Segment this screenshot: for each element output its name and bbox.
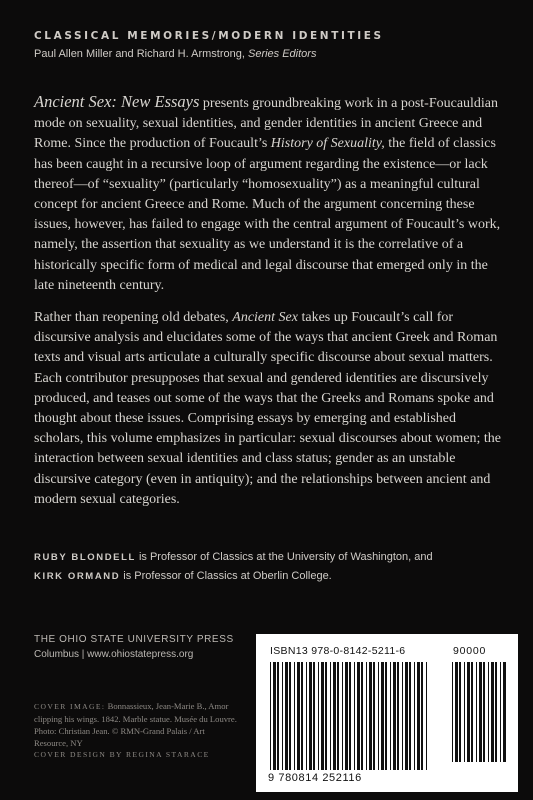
p1-text-b: the field of classics has been caught in a recursive loop of argument regarding the existence—or lack thereof—of “sexuality” (particularly “homosexuality”) as a meaningful cultural concept for ancient Greece and Rome. Much of the argument concerning these issues, however, has failed to engage with the central argument of Foucault’s work, namely, the assertion that sexuality as we understand it is the correlative of a historically specific form of medical and legal discourse that emerged only in the late nineteenth century. bbox=[34, 136, 501, 293]
description bbox=[34, 92, 508, 522]
barcode-bar bbox=[402, 662, 403, 770]
author-name-1: RUBY BLONDELL bbox=[34, 552, 136, 563]
barcode-bar bbox=[405, 662, 408, 770]
author-text-2: is Professor of Classics at Oberlin College. bbox=[120, 570, 332, 582]
barcode-bar bbox=[409, 662, 411, 770]
barcode-bar bbox=[369, 662, 372, 770]
cover-image-credit bbox=[34, 700, 239, 749]
cover-credits bbox=[34, 700, 239, 761]
barcode-bar bbox=[464, 662, 465, 762]
book-title: Ancient Sex: New Essays bbox=[34, 92, 200, 111]
barcode-bar bbox=[309, 662, 312, 770]
barcode-bar bbox=[357, 662, 360, 770]
barcode-bar bbox=[479, 662, 482, 762]
barcode-bar bbox=[495, 662, 497, 762]
publisher bbox=[34, 632, 284, 662]
ean-barcode bbox=[270, 662, 430, 774]
isbn-label: ISBN13 978-0-8142-5211-6 bbox=[270, 645, 406, 657]
barcode-bar bbox=[297, 662, 300, 770]
barcode-bar bbox=[378, 662, 379, 770]
barcode-digits: 9 780814 252116 bbox=[268, 772, 362, 784]
barcode-bar bbox=[345, 662, 348, 770]
barcode-bar bbox=[467, 662, 470, 762]
cover-design-credit: COVER DESIGN BY REGINA STARACE bbox=[34, 750, 210, 759]
barcode-bar bbox=[491, 662, 494, 762]
price-addon-barcode bbox=[452, 662, 508, 774]
barcode-bar bbox=[488, 662, 489, 762]
publisher-location: Columbus | www.ohiostatepress.org bbox=[34, 649, 194, 660]
price-code: 90000 bbox=[453, 645, 487, 657]
description-paragraph-2 bbox=[34, 308, 508, 510]
cover-image-text: Bonnassieux, Jean-Marie B., Amor clipping his wings. 1842. Marble statue. Musée du Louvre. Photo: Christian Jean. © RMN-Grand Palais / Art Resource, NY bbox=[34, 701, 237, 748]
barcode-bar bbox=[306, 662, 307, 770]
barcode-bar bbox=[385, 662, 387, 770]
barcode-bar bbox=[313, 662, 315, 770]
barcode-bar bbox=[277, 662, 279, 770]
p2-text-a: Rather than reopening old debates, bbox=[34, 310, 233, 326]
editors-role: Series Editors bbox=[247, 48, 317, 60]
p1-text-a: presents groundbreaking work in a post-Foucauldian mode on sexuality, sexual identities, and gender identities in ancient Greece and Rome. Since the production of Foucault’s bbox=[34, 96, 499, 152]
book-short-title: Ancient Sex bbox=[232, 310, 298, 326]
editors-names: Paul Allen Miller and Richard H. Armstrong, bbox=[34, 48, 248, 60]
author-bio-1 bbox=[34, 548, 514, 567]
barcode-bar bbox=[483, 662, 485, 762]
barcode-bar bbox=[421, 662, 423, 770]
barcode-bar bbox=[285, 662, 288, 770]
series-header bbox=[34, 30, 504, 60]
barcode-bar bbox=[270, 662, 271, 770]
barcode-bar bbox=[349, 662, 351, 770]
barcode-bar bbox=[361, 662, 363, 770]
barcode-bar bbox=[337, 662, 339, 770]
author-text-1: is Professor of Classics at the University of Washington, and bbox=[135, 551, 433, 563]
author-bio-2 bbox=[34, 567, 514, 586]
barcode-bar bbox=[330, 662, 331, 770]
publisher-name: THE OHIO STATE UNIVERSITY PRESS bbox=[34, 634, 234, 645]
barcode-bar bbox=[282, 662, 283, 770]
barcode-bar bbox=[289, 662, 291, 770]
barcode-bar bbox=[503, 662, 506, 762]
barcode-panel bbox=[256, 634, 518, 792]
barcode-bar bbox=[414, 662, 415, 770]
series-editors bbox=[34, 48, 504, 60]
barcode-bar bbox=[333, 662, 336, 770]
barcode-bar bbox=[301, 662, 303, 770]
barcode-bar bbox=[325, 662, 327, 770]
cover-image-label: COVER IMAGE: bbox=[34, 702, 106, 711]
barcode-bar bbox=[459, 662, 461, 762]
barcode-bar bbox=[366, 662, 367, 770]
author-bios bbox=[34, 548, 514, 586]
barcode-bar bbox=[354, 662, 355, 770]
barcode-bar bbox=[294, 662, 295, 770]
barcode-bar bbox=[273, 662, 276, 770]
barcode-bar bbox=[500, 662, 501, 762]
barcode-bar bbox=[373, 662, 375, 770]
barcode-bar bbox=[417, 662, 420, 770]
barcode-bar bbox=[393, 662, 396, 770]
author-name-2: KIRK ORMAND bbox=[34, 571, 121, 582]
barcode-bar bbox=[476, 662, 477, 762]
barcode-bar bbox=[318, 662, 319, 770]
barcode-bar bbox=[452, 662, 453, 762]
work-title: History of Sexuality, bbox=[270, 136, 385, 152]
barcode-bar bbox=[381, 662, 384, 770]
barcode-bar bbox=[426, 662, 427, 770]
description-paragraph-1 bbox=[34, 92, 508, 296]
barcode-bar bbox=[321, 662, 324, 770]
barcode-bar bbox=[455, 662, 458, 762]
barcode-bar bbox=[397, 662, 399, 770]
series-title: CLASSICAL MEMORIES/MODERN IDENTITIES bbox=[34, 30, 384, 42]
barcode-bar bbox=[390, 662, 391, 770]
barcode-bar bbox=[342, 662, 343, 770]
barcode-bar bbox=[471, 662, 473, 762]
p2-text-b: takes up Foucault’s call for discursive analysis and elucidates some of the ways that ancient Greek and Roman texts and visual arts articulate a culturally specific discourse about sexual matters. Each contributor presupposes that sexual and gendered identities are discursively produced, and teases out some of the ways that the Greeks and Romans spoke and thought about these issues. Comprising essays by emerging and established scholars, this volume emphasizes in particular: sexual discourses about women; the interaction between sexual identities and class status; gender as an unstable discursive category (even in antiquity); and the relationships between ancient and modern sexual categories. bbox=[34, 310, 501, 507]
